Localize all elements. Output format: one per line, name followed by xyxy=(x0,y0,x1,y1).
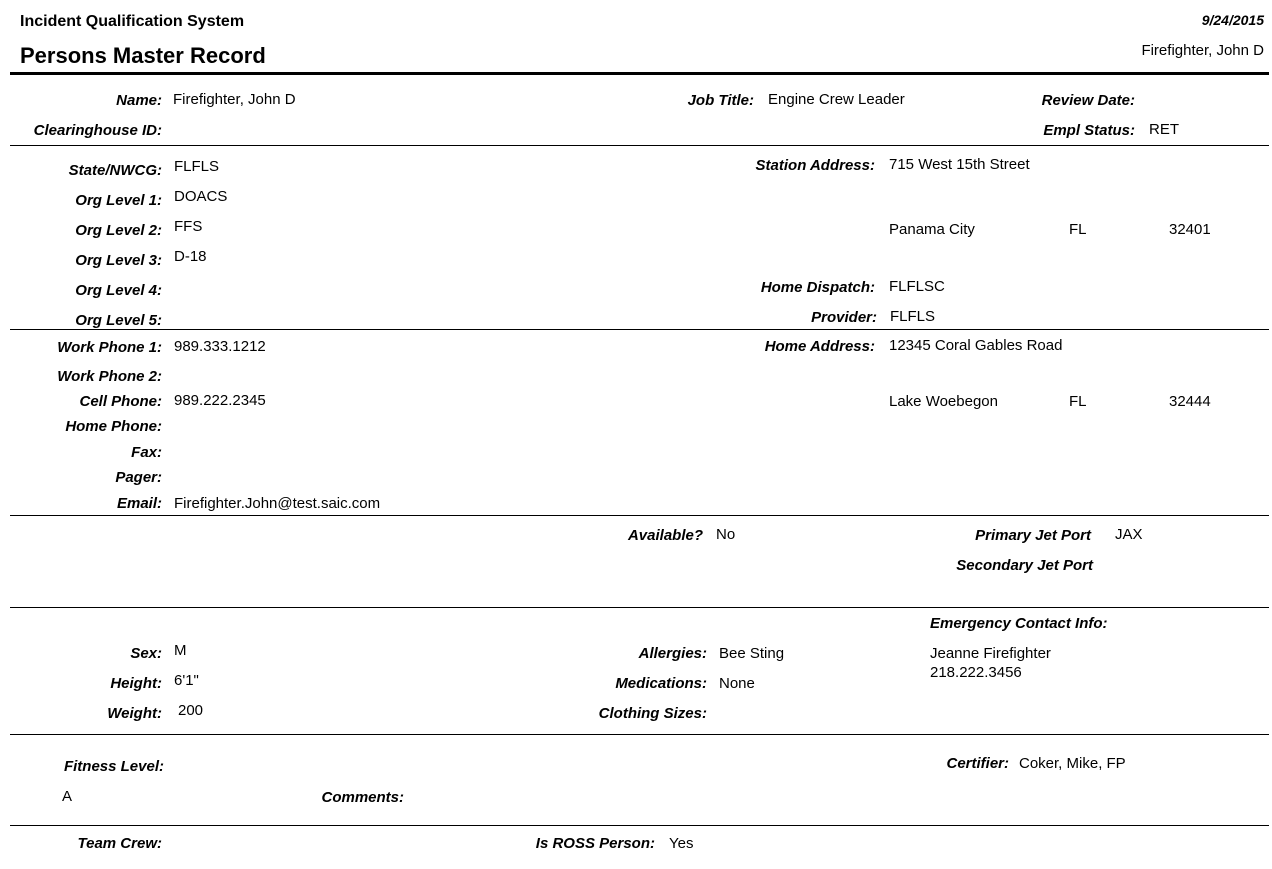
home-zip-value: 32444 xyxy=(1169,393,1211,410)
work-phone-1-value: 989.333.1212 xyxy=(174,338,266,355)
org-level-3-value: D-18 xyxy=(174,248,207,265)
station-address-label: Station Address: xyxy=(755,157,875,174)
home-dispatch-value: FLFLSC xyxy=(889,278,945,295)
work-phone-1-label: Work Phone 1: xyxy=(57,339,162,356)
review-date-label: Review Date: xyxy=(1041,92,1135,109)
pager-label: Pager: xyxy=(115,469,162,486)
work-phone-2-label: Work Phone 2: xyxy=(57,368,162,385)
certifier-value: Coker, Mike, FP xyxy=(1019,755,1126,772)
weight-label: Weight: xyxy=(107,705,162,722)
emergency-contact-phone: 218.222.3456 xyxy=(930,664,1022,681)
system-title: Incident Qualification System xyxy=(20,13,245,30)
is-ross-person-value: Yes xyxy=(669,835,694,852)
emergency-contact-label: Emergency Contact Info: xyxy=(930,615,1108,632)
station-city-value: Panama City xyxy=(889,221,975,238)
report-date: 9/24/2015 xyxy=(1201,12,1264,28)
section-divider xyxy=(10,515,1269,516)
org-level-5-label: Org Level 5: xyxy=(75,312,162,329)
report-title: Persons Master Record xyxy=(20,43,266,68)
org-level-2-label: Org Level 2: xyxy=(75,222,162,239)
header-divider xyxy=(10,72,1269,75)
primary-jet-port-label: Primary Jet Port xyxy=(975,527,1091,544)
comments-label: Comments: xyxy=(321,789,404,806)
allergies-value: Bee Sting xyxy=(719,645,785,662)
provider-value: FLFLS xyxy=(890,308,936,325)
job-title-label: Job Title: xyxy=(687,92,754,109)
fitness-level-label: Fitness Level: xyxy=(63,758,164,775)
section-divider xyxy=(10,145,1269,146)
job-title-value: Engine Crew Leader xyxy=(768,91,905,108)
medications-value: None xyxy=(719,675,755,692)
certifier-label: Certifier: xyxy=(946,755,1009,772)
name-value: Firefighter, John D xyxy=(173,91,296,108)
cell-phone-label: Cell Phone: xyxy=(79,393,162,410)
empl-status-label: Empl Status: xyxy=(1043,122,1135,139)
emergency-contact-name: Jeanne Firefighter xyxy=(930,645,1051,662)
section-divider xyxy=(10,734,1269,735)
org-level-1-label: Org Level 1: xyxy=(75,192,162,209)
state-nwcg-value: FLFLS xyxy=(174,158,220,175)
org-level-1-value: DOACS xyxy=(174,188,228,205)
primary-jet-port-value: JAX xyxy=(1115,526,1143,543)
org-level-4-label: Org Level 4: xyxy=(75,282,162,299)
org-level-3-label: Org Level 3: xyxy=(75,252,162,269)
home-dispatch-label: Home Dispatch: xyxy=(760,279,875,296)
fitness-level-value: A xyxy=(62,788,73,805)
section-divider xyxy=(10,825,1269,826)
station-zip-value: 32401 xyxy=(1169,221,1211,238)
header-person-name: Firefighter, John D xyxy=(1141,42,1264,59)
available-label: Available? xyxy=(627,527,703,544)
allergies-label: Allergies: xyxy=(638,645,707,662)
email-label: Email: xyxy=(116,495,162,512)
org-level-2-value: FFS xyxy=(174,218,203,235)
home-street-value: 12345 Coral Gables Road xyxy=(889,337,1063,354)
section-divider xyxy=(10,329,1269,330)
section-divider xyxy=(10,607,1269,608)
clearinghouse-label: Clearinghouse ID: xyxy=(33,122,162,139)
clothing-sizes-label: Clothing Sizes: xyxy=(598,705,707,722)
sex-label: Sex: xyxy=(130,645,162,662)
provider-label: Provider: xyxy=(811,309,877,326)
station-street-value: 715 West 15th Street xyxy=(889,156,1030,173)
home-city-value: Lake Woebegon xyxy=(889,393,998,410)
available-value: No xyxy=(716,526,736,543)
fax-label: Fax: xyxy=(131,444,162,461)
name-label: Name: xyxy=(116,92,162,109)
station-state-value: FL xyxy=(1069,221,1087,238)
medications-label: Medications: xyxy=(615,675,707,692)
height-label: Height: xyxy=(110,675,162,692)
height-value: 6'1" xyxy=(174,672,199,689)
is-ross-person-label: Is ROSS Person: xyxy=(535,835,655,852)
cell-phone-value: 989.222.2345 xyxy=(174,392,266,409)
home-phone-label: Home Phone: xyxy=(65,418,162,435)
home-address-label: Home Address: xyxy=(764,338,875,355)
empl-status-value: RET xyxy=(1149,121,1179,138)
email-value: Firefighter.John@test.saic.com xyxy=(174,495,381,512)
sex-value: M xyxy=(174,642,187,659)
home-state-value: FL xyxy=(1069,393,1087,410)
state-nwcg-label: State/NWCG: xyxy=(68,162,162,179)
weight-value: 200 xyxy=(178,702,204,719)
team-crew-label: Team Crew: xyxy=(77,835,162,852)
secondary-jet-port-label: Secondary Jet Port xyxy=(956,557,1093,574)
